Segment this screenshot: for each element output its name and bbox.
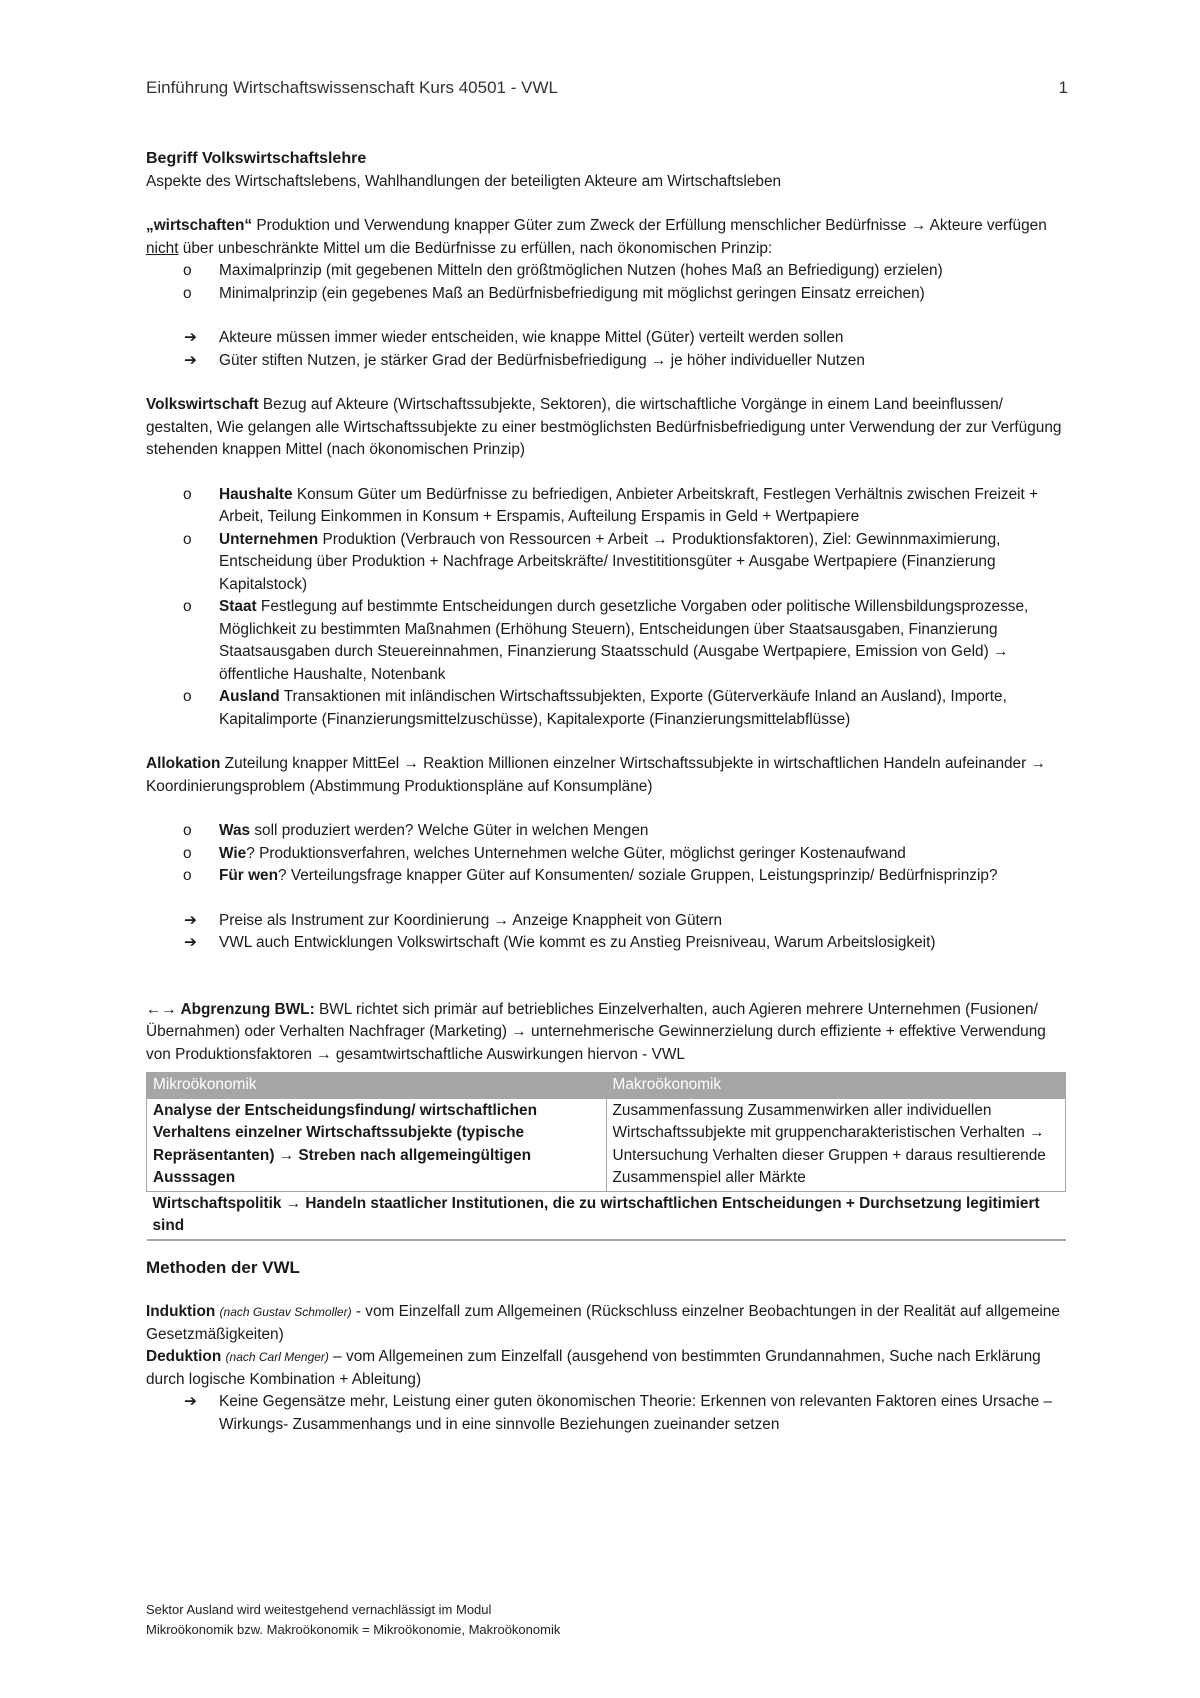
section-title: Methoden der VWL [146,1257,300,1277]
column-header: Makroökonomik [606,1073,1066,1099]
page-number: 1 [1058,78,1068,97]
term-volkswirtschaft: Volkswirtschaft [146,396,259,413]
circle-bullet-icon: o [183,822,192,839]
underlined-word: nicht [146,239,179,257]
table-cell: Wirtschaftspolitik → Handeln staatlicher Institutionen, die zu wirtschaftlichen Entscheidungen + Durchsetzung legitimiert sind [147,1191,1066,1240]
term-abgrenzung: ←→ Abgrenzung BWL: [146,1000,315,1018]
list-item: o Unternehmen Produktion (Verbrauch von Ressourcen + Arbeit → Produktionsfaktoren), Ziel: Gewinnmaximierung, Entscheidung über Produktion + Nachfrage Arbeitskräfte/ Investititionsgüter + Ausgabe Wertpapiere (Finanzierung Kapitalstock) [183,530,1001,593]
conclusion-list [146,327,1066,372]
circle-bullet-icon: o [183,530,192,548]
list-item: ➔ Akteure müssen immer wieder entscheiden, wie knappe Mittel (Güter) verteilt werden sollen [146,327,1066,350]
list-item: o Maximalprinzip (mit gegebenen Mitteln den größtmöglichen Nutzen (hohes Maß an Befriedigung) erzielen) [146,260,1066,283]
list-item: ➔ Keine Gegensätze mehr, Leistung einer guten ökonomischen Theorie: Erkennen von relevanten Faktoren eines Ursache – Wirkungs- Zusammenhangs und in eine sinnvolle Beziehungen zueinander setzen [184,1393,1053,1433]
allokation-paragraph: Allokation Zuteilung knapper MittEel → Reaktion Millionen einzelner Wirtschaftssubjekte in wirtschaftlichen Handeln aufeinander → Koordinierungsproblem (Abstimmung Produktionspläne auf Konsumpläne) [146,755,1046,795]
conclusion-list [146,910,1066,955]
list-item: ➔ Preise als Instrument zur Koordinierung → Anzeige Knappheit von Gütern [146,910,1066,933]
list-item: o Haushalte Konsum Güter um Bedürfnisse zu befriedigen, Anbieter Arbeitskraft, Festlegen Verhältnis zwischen Freizeit + Arbeit, Teilung Einkommen in Konsum + Erspamis, Aufteilung Erspamis in Geld + Wertpapiere [183,485,1039,525]
circle-bullet-icon: o [183,262,192,279]
document-title: Einführung Wirtschaftswissenschaft Kurs 40501 - VWL [146,78,558,97]
list-item: o Für wen? Verteilungsfrage knapper Güter auf Konsumenten/ soziale Gruppen, Leistungsprinzip/ Bedürfnisprinzip? [146,865,1066,888]
circle-bullet-icon: o [183,284,192,302]
wirtschaften-paragraph: „wirtschaften“ Produktion und Verwendung knapper Güter zum Zweck der Erfüllung menschlicher Bedürfnisse → Akteure verfügen nicht über unbeschränkte Mittel um die Bedürfnisse zu erfüllen, nach ökonomischen Prinzip: [146,217,1047,257]
list-item: ➔ VWL auch Entwicklungen Volkswirtschaft (Wie kommt es zu Anstieg Preisniveau, Warum Arbeitslosigkeit) [146,932,1066,955]
page-header [146,78,1068,98]
arrow-right-icon: ➔ [184,329,197,346]
column-header: Mikroökonomik [147,1073,607,1099]
section-title: Begriff Volkswirtschaftslehre [146,150,367,167]
list-item: o Minimalprinzip (ein gegebenes Maß an Bedürfnisbefriedigung mit möglichst geringen Einsatz erreichen) [146,283,1066,306]
table-row [147,1191,1066,1240]
arrow-right-icon: ➔ [184,911,197,929]
induktion-paragraph: Induktion (nach Gustav Schmoller) - vom Einzelfall zum Allgemeinen (Rückschluss einzelner Beobachtungen in der Realität auf allgemeine Gesetzmäßigkeiten) [146,1303,1060,1343]
actor-list [146,484,1066,732]
circle-bullet-icon: o [183,867,192,884]
section-subtitle: Aspekte des Wirtschaftslebens, Wahlhandlungen der beteiligten Akteure am Wirtschaftsleben [146,172,782,190]
arrow-right-icon: ➔ [184,934,197,951]
circle-bullet-icon: o [183,844,192,862]
term-allokation: Allokation [146,755,221,772]
document-body [146,148,1066,1436]
circle-bullet-icon: o [183,598,192,615]
arrow-right-icon: ➔ [184,1393,197,1410]
question-list [146,820,1066,888]
list-item: o Wie? Produktionsverfahren, welches Unternehmen welche Güter, möglichst geringer Kostenaufwand [146,843,1066,866]
circle-bullet-icon: o [183,688,192,705]
list-item: o Ausland Transaktionen mit inländischen Wirtschaftssubjekten, Exporte (Güterverkäufe Inland an Ausland), Importe, Kapitalimporte (Finanzierungsmittelzuschüsse), Kapitalexporte (Finanzierungsmittelabflüsse) [183,688,1007,728]
deduktion-paragraph: Deduktion (nach Carl Menger) – vom Allgemeinen zum Einzelfall (ausgehend von bestimmten Grundannahmen, Suche nach Erklärung durch logische Kombination + Ableitung) [146,1348,1041,1388]
volkswirtschaft-paragraph: Volkswirtschaft Bezug auf Akteure (Wirtschaftssubjekte, Sektoren), die wirtschaftliche Vorgänge in einem Land beeinflussen/ gestalten, Wie gelangen alle Wirtschaftssubjekte zu einer bestmöglichsten Bedürfnisbefriedigung unter Verwendung der zur Verfügung stehenden knappen Mittel (nach ökonomischen Prinzip) [146,396,1062,458]
table-row [147,1098,1066,1191]
list-item: o Staat Festlegung auf bestimmte Entscheidungen durch gesetzliche Vorgaben oder politische Willensbildungsprozesse, Möglichkeit zu bestimmten Maßnahmen (Erhöhung Steuern), Entscheidungen über Staatsausgaben, Finanzierung Staatsausgaben durch Steuereinnahmen, Finanzierung Staatsschuld (Ausgabe Wertpapiere, Emission von Geld) → öffentliche Haushalte, Notenbank [183,598,1029,683]
arrow-right-icon: ➔ [184,351,197,369]
table-cell: Analyse der Entscheidungsfindung/ wirtschaftlichen Verhaltens einzelner Wirtschaftssubjekte (typische Repräsentanten) → Streben nach allgemeingültigen Ausssagen [147,1098,607,1191]
term-wirtschaften: „wirtschaften“ [146,217,253,234]
list-item: o Was soll produziert werden? Welche Güter in welchen Mengen [146,820,1066,843]
table-header-row [147,1073,1066,1099]
page-footnote: Sektor Ausland wird weitestgehend vernachlässigt im Modul Mikroökonomik bzw. Makroökonomik = Mikroökonomie, Makroökonomik [146,1602,561,1637]
circle-bullet-icon: o [183,485,192,503]
conclusion-list [146,1391,1066,1436]
list-item: ➔ Güter stiften Nutzen, je stärker Grad der Bedürfnisbefriedigung → je höher individueller Nutzen [146,350,1066,373]
table-cell: Zusammenfassung Zusammenwirken aller individuellen Wirtschaftssubjekte mit gruppencharakteristischen Verhalten → Untersuchung Verhalten dieser Gruppen + daraus resultierende Zusammenspiel aller Märkte [606,1098,1066,1191]
principle-list [146,260,1066,305]
abgrenzung-paragraph: ←→ Abgrenzung BWL: BWL richtet sich primär auf betriebliches Einzelverhalten, auch Agieren mehrere Unternehmen (Fusionen/ Übernahmen) oder Verhalten Nachfrager (Marketing) → unternehmerische Gewinnerzielung durch effiziente + effektive Verwendung von Produktionsfaktoren → gesamtwirtschaftliche Auswirkungen hiervon - VWL [146,1000,1046,1063]
micro-macro-table [146,1072,1066,1241]
